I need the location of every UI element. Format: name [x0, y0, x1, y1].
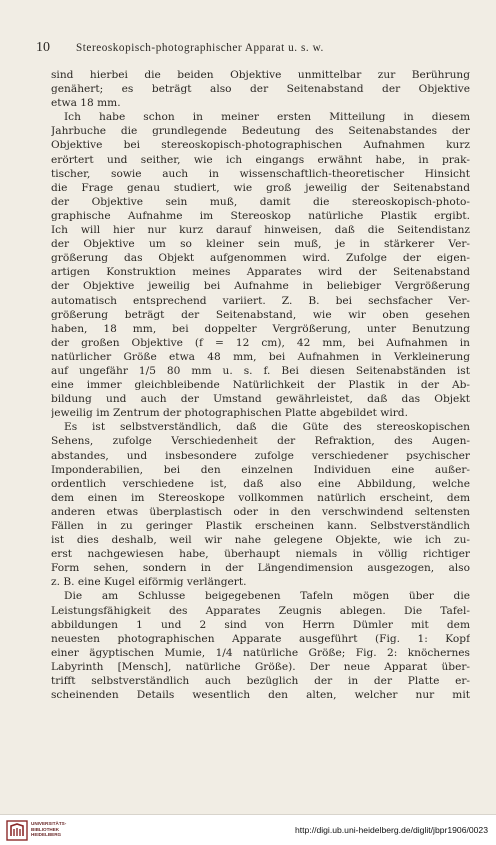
- text-line: jeweilig im Zentrum der photographischen Platte abgebildet wird.: [51, 407, 408, 420]
- text-line: Form sehen, sondern in der Längendimension ausgezogen, also: [51, 562, 470, 575]
- text-line: Ich will hier nur kurz darauf hinweisen, daß die Seitendistanz: [51, 224, 470, 237]
- text-line: etwa 18 mm.: [51, 97, 121, 110]
- text-line: größerung beträgt der Seitenabstand, wie wir oben gesehen: [51, 308, 470, 321]
- text-line: eine immer gleichbleibende Natürlichkeit der Plastik in der Ab-: [51, 379, 470, 392]
- library-logo-text: UNIVERSITÄTS- BIBLIOTHEK HEIDELBERG: [31, 821, 67, 838]
- text-line: einer ägyptischen Mumie, 1/4 natürliche Größe; Fig. 2: knöchernes: [51, 646, 470, 659]
- text-line: dem einen im Stereoskope vollkommen natürlich erscheint, dem: [51, 491, 470, 504]
- page-number: 10: [36, 40, 50, 55]
- text-line: Imponderabilien, bei den einzelnen Individuen eine außer-: [51, 463, 470, 476]
- text-line: bildung und auch der Umstand gewährleistet, daß das Objekt: [51, 393, 470, 406]
- text-line: erst nachgewiesen habe, überhaupt niemals in völlig richtiger: [51, 548, 470, 561]
- text-line: automatisch entsprechend variiert. Z. B. bei sechsfacher Ver-: [51, 294, 470, 307]
- text-line: scheinenden Details wesentlich den alten, welcher nur mit: [51, 689, 470, 702]
- text-line: größerung das Objekt aufgenommen wird. Zufolge der eigen-: [51, 252, 470, 265]
- text-line: Labyrinth [Mensch], natürliche Größe). Der neue Apparat über-: [51, 660, 470, 673]
- running-title: Stereoskopisch-photographischer Apparat u. s. w.: [76, 42, 324, 54]
- text-line: tischer, sowie auch in wissenschaftlich-theoretischer Hinsicht: [51, 167, 470, 180]
- page-header: [36, 40, 476, 56]
- text-line: anderen etwas überplastisch oder in den verschwindend seltensten: [51, 505, 470, 518]
- text-line: erörtert und seither, wie ich eingangs erwähnt habe, in prak-: [51, 153, 470, 166]
- footer-bar: [0, 814, 496, 845]
- text-line: abstandes, und insbesondere zufolge verschiedener psychischer: [51, 449, 470, 462]
- text-line: Jahrbuche die grundlegende Bedeutung des Seitenabstandes der: [51, 125, 470, 138]
- text-line: auf ungefähr 1/5 80 mm u. s. f. Bei diesen Seitenabständen ist: [51, 364, 470, 377]
- text-line: ist dies deshalb, weil wir nahe gelegene Objekte, wie ich zu-: [51, 534, 470, 547]
- text-line: der Objektive um so kleiner sein muß, je in stärkerer Ver-: [51, 238, 470, 251]
- text-line: der großen Objektive (f = 12 cm), 42 mm, bei Aufnahmen in: [51, 336, 470, 349]
- text-line: abbildungen 1 und 2 sind von Herrn Dümler mit dem: [51, 618, 470, 631]
- text-line: neuesten photographischen Apparate ausgeführt (Fig. 1: Kopf: [51, 632, 470, 645]
- text-line: Sehens, zufolge Verschiedenheit der Refraktion, des Augen-: [51, 435, 470, 448]
- text-line: Objektive bei stereoskopisch-photographischen Aufnahmen kurz: [51, 139, 470, 152]
- text-line: haben, 18 mm, bei doppelter Vergrößerung, unter Benutzung: [51, 322, 470, 335]
- text-line: Es ist selbstverständlich, daß die Güte des stereoskopischen: [64, 421, 470, 434]
- text-line: Ich habe schon in meiner ersten Mitteilung in diesem: [64, 111, 470, 124]
- text-line: ordentlich verschiedene ist, daß also eine Abbildung, welche: [51, 477, 470, 490]
- text-line: die Frage genau studiert, wie groß jeweilig der Seitenabstand: [51, 181, 470, 194]
- text-line: der Objektive sein muß, damit die stereoskopisch-photo-: [51, 195, 470, 208]
- text-line: der Objektive jeweilig bei Aufnahme in beliebiger Vergrößerung: [51, 280, 470, 293]
- text-line: genähert; es beträgt also der Seitenabstand der Objektive: [51, 83, 470, 96]
- source-url-link[interactable]: http://digi.ub.uni-heidelberg.de/diglit/jbpr1906/0023: [294, 825, 488, 835]
- text-line: graphische Aufnahme im Stereoskop natürliche Plastik ergibt.: [51, 209, 470, 222]
- text-line: Die am Schlusse beigegebenen Tafeln mögen über die: [64, 590, 470, 603]
- text-line: trifft selbstverständlich auch bezüglich der in der Platte er-: [51, 675, 470, 688]
- text-line: Fällen in zu geringer Plastik erscheinen kann. Selbstverständlich: [51, 520, 470, 532]
- text-line: artigen Konstruktion meines Apparates wird der Seitenabstand: [51, 266, 470, 279]
- text-line: sind hierbei die beiden Objektive unmittelbar zur Berührung: [51, 69, 470, 81]
- text-line: natürlicher Größe etwa 48 mm, bei Aufnahmen in Verkleinerung: [51, 350, 470, 363]
- text-line: Leistungsfähigkeit des Apparates Zeugnis ablegen. Die Tafel-: [51, 604, 470, 617]
- body-text: [51, 68, 470, 702]
- text-line: z. B. eine Kugel eiförmig verlängert.: [51, 576, 247, 589]
- library-logo-icon: [6, 820, 28, 841]
